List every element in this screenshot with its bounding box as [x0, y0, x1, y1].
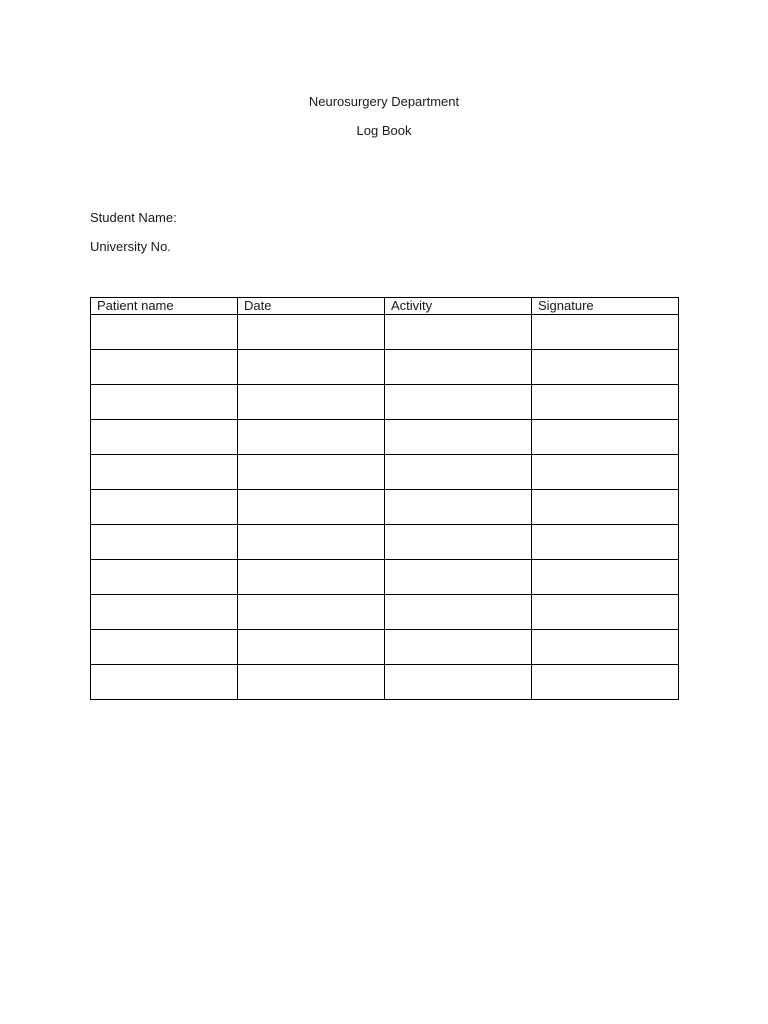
table-row [91, 315, 679, 350]
column-header-activity: Activity [385, 298, 532, 315]
table-cell-signature [532, 350, 679, 385]
table-cell-patient-name [91, 420, 238, 455]
log-book-title: Log Book [356, 123, 412, 138]
table-cell-date [238, 315, 385, 350]
table-cell-patient-name [91, 385, 238, 420]
table-cell-date [238, 560, 385, 595]
table-cell-patient-name [91, 665, 238, 700]
table-cell-activity [385, 455, 532, 490]
table-cell-date [238, 595, 385, 630]
table-cell-patient-name [91, 315, 238, 350]
table-row [91, 560, 679, 595]
table-row [91, 455, 679, 490]
table-cell-patient-name [91, 595, 238, 630]
table-body [91, 315, 679, 700]
student-name-label: Student Name: [90, 210, 177, 225]
table-cell-activity [385, 385, 532, 420]
table-cell-signature [532, 665, 679, 700]
table-cell-activity [385, 315, 532, 350]
table-row [91, 350, 679, 385]
department-title: Neurosurgery Department [308, 94, 460, 109]
table-cell-activity [385, 420, 532, 455]
table-header-row [91, 298, 679, 315]
table-row [91, 490, 679, 525]
table-cell-patient-name [91, 455, 238, 490]
log-table [90, 297, 679, 700]
table-cell-signature [532, 525, 679, 560]
column-header-signature: Signature [532, 298, 679, 315]
table-cell-activity [385, 350, 532, 385]
table-cell-patient-name [91, 490, 238, 525]
table-cell-signature [532, 385, 679, 420]
table-cell-signature [532, 420, 679, 455]
table-cell-date [238, 455, 385, 490]
table-cell-activity [385, 630, 532, 665]
table-cell-activity [385, 490, 532, 525]
table-cell-signature [532, 560, 679, 595]
table-cell-signature [532, 455, 679, 490]
table-cell-patient-name [91, 350, 238, 385]
table-cell-date [238, 630, 385, 665]
table-cell-signature [532, 490, 679, 525]
table-cell-activity [385, 560, 532, 595]
university-no-label: University No. [90, 239, 171, 254]
table-cell-patient-name [91, 630, 238, 665]
table-row [91, 525, 679, 560]
table-cell-signature [532, 315, 679, 350]
table-cell-date [238, 420, 385, 455]
table-cell-date [238, 665, 385, 700]
table-row [91, 630, 679, 665]
table-row [91, 420, 679, 455]
table-cell-date [238, 350, 385, 385]
table-cell-patient-name [91, 525, 238, 560]
table-row [91, 595, 679, 630]
table-row [91, 385, 679, 420]
table-cell-activity [385, 525, 532, 560]
column-header-date: Date [238, 298, 385, 315]
table-cell-date [238, 490, 385, 525]
table-cell-signature [532, 595, 679, 630]
table-cell-date [238, 385, 385, 420]
table-row [91, 665, 679, 700]
table-cell-activity [385, 595, 532, 630]
table-cell-date [238, 525, 385, 560]
table-cell-signature [532, 630, 679, 665]
table-cell-patient-name [91, 560, 238, 595]
column-header-patient-name: Patient name [91, 298, 238, 315]
table-cell-activity [385, 665, 532, 700]
